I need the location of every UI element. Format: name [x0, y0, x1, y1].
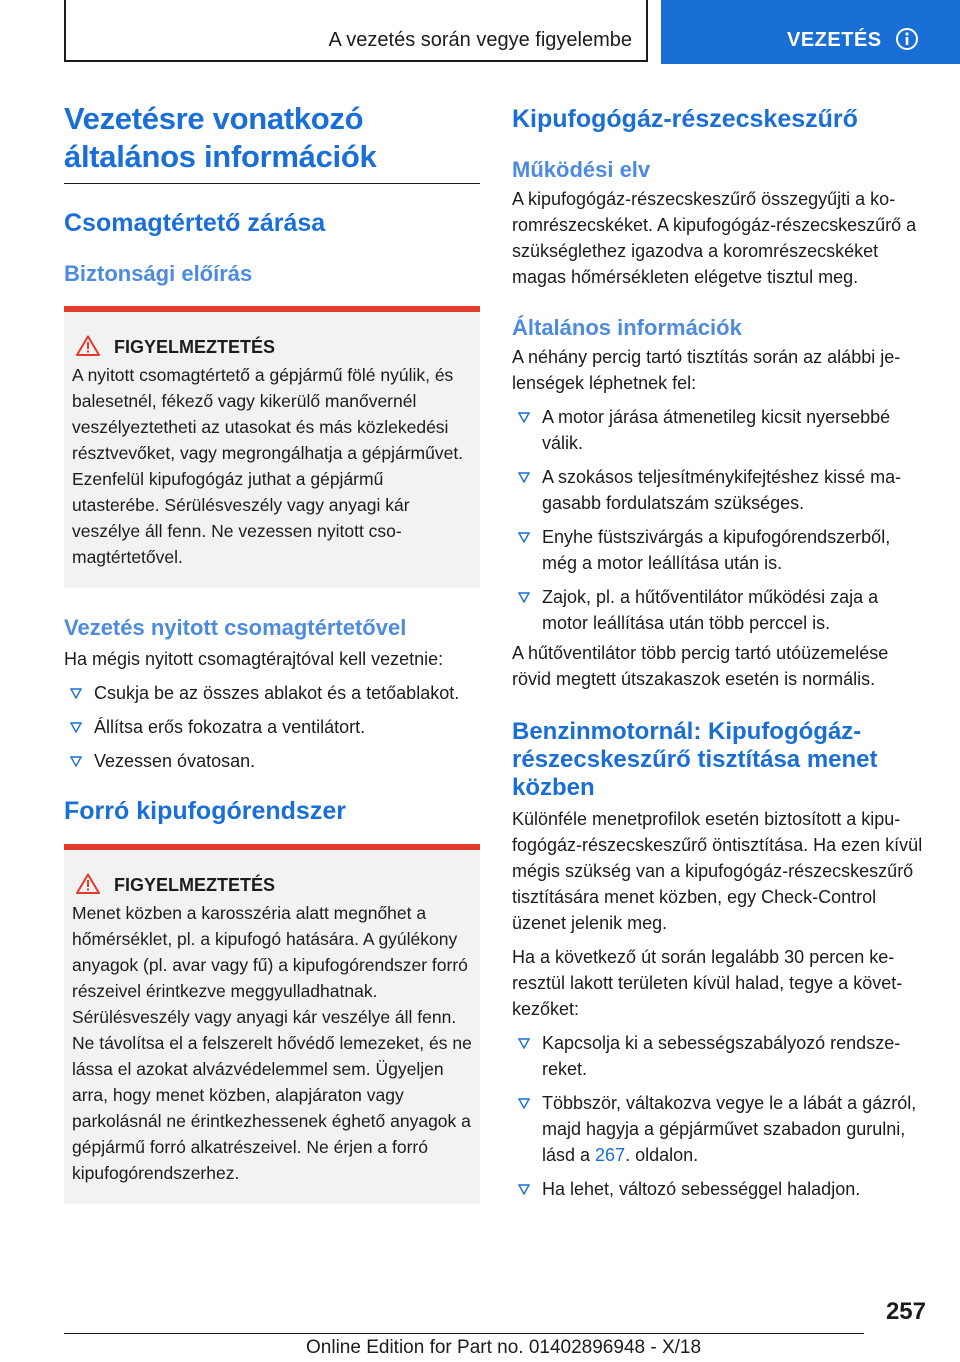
header-section-title: VEZETÉS	[787, 29, 882, 51]
heading-general-info: Általános információk	[512, 315, 742, 340]
title-divider	[64, 183, 480, 184]
item-text: Zajok, pl. a hűtőventilátor működési zaja a motor leállítása után több perccel is.	[542, 587, 879, 633]
bullet-triangle-icon	[518, 472, 530, 483]
heading-trunk-closing: Csomagtértető zárása	[64, 209, 326, 237]
general-after-text: A hűtőventilátor több percig tartó utóüzemelése rövid megtett útszakaszok esetén is normális.	[512, 643, 889, 689]
footer-divider	[64, 1333, 864, 1334]
right-column	[512, 100, 927, 1210]
list-item	[64, 714, 480, 740]
bullet-triangle-icon	[518, 412, 530, 423]
list-item	[512, 584, 927, 636]
list-item	[64, 680, 480, 706]
heading-hot-exhaust: Forró kipufogórendszer	[64, 797, 346, 825]
general-intro: A néhány percig tartó tisztítás során az alábbi jelenségek léphetnek fel:	[512, 347, 901, 393]
warning-title	[72, 334, 472, 360]
bullet-triangle-icon	[70, 722, 82, 733]
open-trunk-intro: Ha mégis nyitott csomagtérajtóval kell vezetnie:	[64, 649, 444, 669]
info-icon[interactable]	[896, 28, 918, 50]
header-breadcrumb-box	[64, 0, 648, 62]
list-item	[512, 464, 927, 516]
list-item	[512, 524, 927, 576]
list-item	[512, 1090, 927, 1168]
warning-box-trunk	[64, 306, 480, 588]
bullet-triangle-icon	[70, 688, 82, 699]
page-reference-link[interactable]: 267	[595, 1145, 626, 1165]
general-phenomena-list	[512, 404, 927, 636]
warning-triangle-icon	[76, 873, 100, 894]
warning-box-exhaust	[64, 844, 480, 1204]
bullet-triangle-icon	[518, 532, 530, 543]
bullet-triangle-icon	[70, 756, 82, 767]
principle-text: A kipufogógáz-részecskeszűrő összegyűjti a koromrészecskéket. A kipufogógáz-részecskeszűrő a szükséglethez igazodva a koromrészecskéket magas hőmérsékleten elégetve tisztul meg.	[512, 189, 917, 287]
petrol-steps	[512, 1030, 927, 1202]
warning-title	[72, 872, 472, 898]
bullet-triangle-icon	[518, 1098, 530, 1109]
warning-text-trunk: A nyitott csomagtértető a gépjármű fölé nyúlik, és balesetnél, fékező vagy kikerülő manővernél veszélyeztetheti az utasokat és más közlekedési résztvevőket, vagy megrongálhatja a gépjárművet. Ezenfelül kipufogógáz juthat a gépjármű utasterébe. Sérülésveszély vagy anyagi kár veszélye áll fenn. Ne vezessen nyitott csomagtértetővel.	[72, 365, 464, 567]
header-breadcrumb: A vezetés során vegye figyelembe	[328, 29, 632, 51]
item-text: A szokásos teljesítménykifejtéshez kissé magasabb fordulatszám szükséges.	[542, 467, 902, 513]
list-item	[512, 404, 927, 456]
list-item	[512, 1030, 927, 1082]
header-section-tab[interactable]	[661, 0, 960, 64]
step-text: Állítsa erős fokozatra a ventilátort.	[94, 717, 366, 737]
warning-label: FIGYELMEZTETÉS	[114, 337, 276, 357]
open-trunk-steps	[64, 680, 480, 774]
heading-operating-principle: Működési elv	[512, 157, 651, 182]
item-text-after-link: . oldalon.	[625, 1145, 699, 1165]
step-text: Vezessen óvatosan.	[94, 751, 256, 771]
heading-particulate-filter: Kipufogógáz-részecskeszűrő	[512, 105, 858, 133]
bullet-triangle-icon	[518, 1038, 530, 1049]
footer-edition: Online Edition for Part no. 01402896948 - X/18	[306, 1337, 702, 1358]
heading-petrol-filter-cleaning: Benzinmotornál: Kipufogógáz-részecskeszűrő tisztítása menet közben	[512, 718, 878, 801]
warning-triangle-icon	[76, 335, 100, 356]
warning-text-exhaust: Menet közben a karosszéria alatt megnőhet a hőmérséklet, pl. a kipufogó hatására. A gyúlékony anyagok (pl. avar vagy fű) a kipufogórendszer forró részeivel érintkezve meggyulladhatnak. Sérülésveszély vagy anyagi kár veszélye áll fenn. Ne távolítsa el a felszerelt hővédő lemezeket, és ne lássa el azokat alvázvédelemmel sem. Ügyeljen arra, hogy menet közben, alapjáraton vagy parkolásnál ne érintkezhessenek éghető anyagok a gépjármű forró alkatrészeivel. Ne érjen a forró kipufogórendszerhez.	[72, 903, 472, 1183]
heading-driving-open-trunk: Vezetés nyitott csomagtértetővel	[64, 615, 407, 640]
left-column	[64, 100, 480, 1204]
bullet-triangle-icon	[518, 592, 530, 603]
page-title: Vezetésre vonatkozó általános információk	[64, 101, 377, 174]
item-text: A motor járása átmenetileg kicsit nyersebbé válik.	[542, 407, 891, 453]
page-number: 257	[885, 1298, 926, 1325]
item-text: Ha lehet, változó sebességgel haladjon.	[542, 1179, 861, 1199]
item-text: Kapcsolja ki a sebességszabályozó rendszereket.	[542, 1033, 901, 1079]
item-text-before-link: Többször, váltakozva vegye le a lábát a gázról, majd hagyja a gépjárművet szabadon gurulni, lásd a	[542, 1093, 917, 1165]
heading-safety-rule: Biztonsági előírás	[64, 261, 253, 286]
petrol-paragraph-1: Különféle menetprofilok esetén biztosított a kipufogógáz-részecskeszűrő öntisztítása. Ha ezen kívül mégis szükség van a kipufogógáz-részecskeszűrő tisztítására menet közben, egy Check-Control üzenet jelenik meg.	[512, 809, 923, 933]
bullet-triangle-icon	[518, 1184, 530, 1195]
list-item	[64, 748, 480, 774]
step-text: Csukja be az összes ablakot és a tetőablakot.	[94, 683, 460, 703]
petrol-paragraph-2: Ha a következő út során legalább 30 percen keresztül lakott területen kívül halad, tegye a következőket:	[512, 947, 903, 1019]
warning-label: FIGYELMEZTETÉS	[114, 875, 276, 895]
list-item	[512, 1176, 927, 1202]
item-text: Enyhe füstszivárgás a kipufogórendszerből, még a motor leállítása után is.	[542, 527, 891, 573]
